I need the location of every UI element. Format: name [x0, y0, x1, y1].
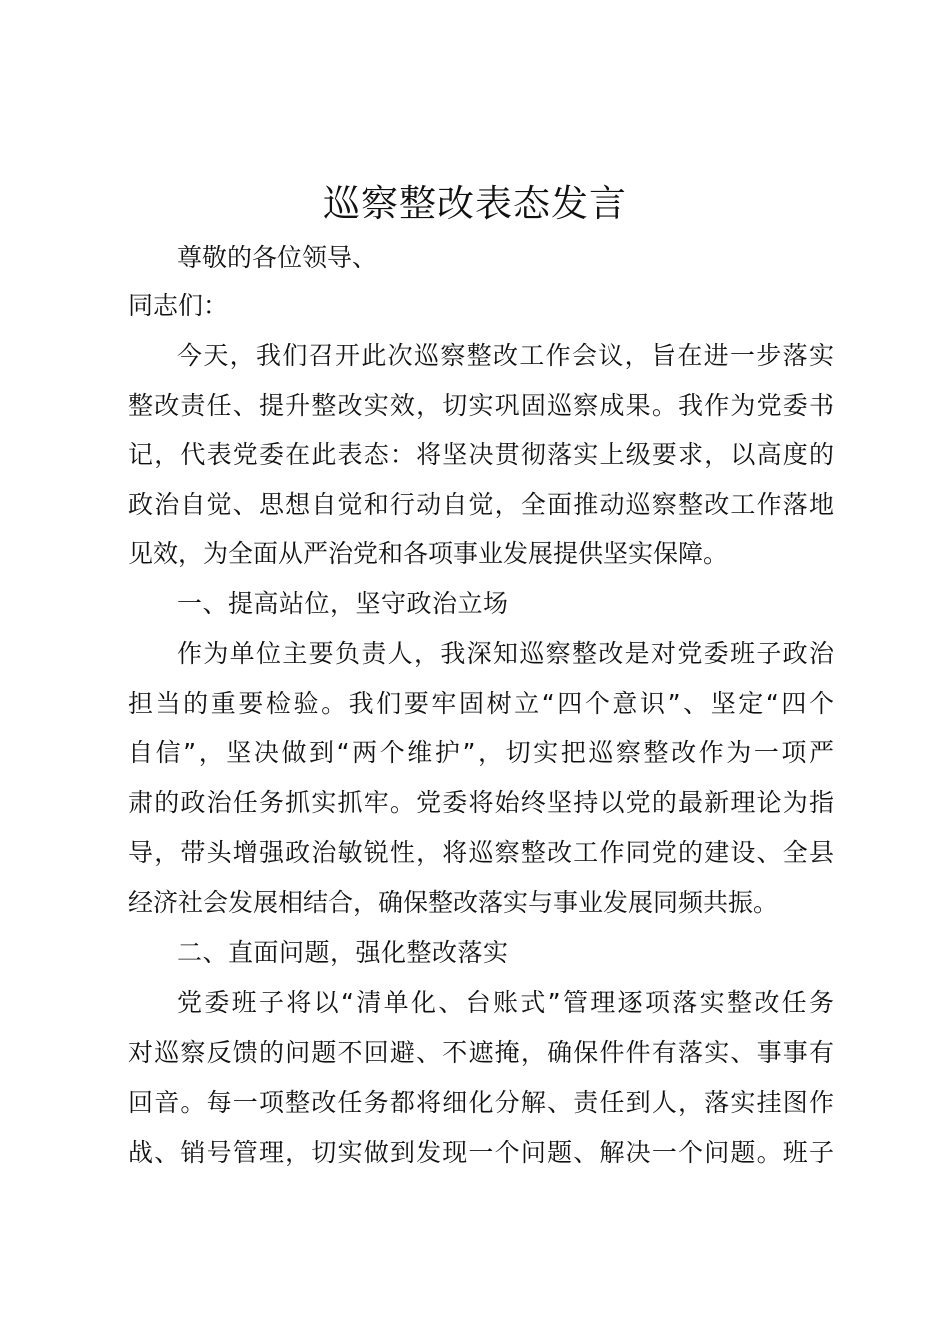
paragraph-line: 经济社会发展相结合，确保整改落实与事业发展同频共振。 [128, 888, 779, 917]
salutation-line: 尊敬的各位领导、 [177, 243, 378, 272]
paragraph-line: 对巡察反馈的问题不回避、不遮掩，确保件件有落实、事事有 [128, 1038, 834, 1067]
section-heading: 一、提高站位，坚守政治立场 [177, 589, 509, 618]
paragraph-line: 今天，我们召开此次巡察整改工作会议，旨在进一步落实 [177, 341, 834, 370]
salutation-line: 同志们： [128, 291, 229, 320]
paragraph-line: 记，代表党委在此表态：将坚决贯彻落实上级要求，以高度的 [128, 440, 834, 469]
paragraph-line: 自信”，坚决做到“两个维护”，切实把巡察整改作为一项严 [128, 738, 834, 767]
paragraph-line: 回音。每一项整改任务都将细化分解、责任到人，落实挂图作 [128, 1088, 834, 1117]
paragraph-line: 作为单位主要负责人，我深知巡察整改是对党委班子政治 [177, 639, 834, 668]
paragraph-line: 整改责任、提升整改实效，切实巩固巡察成果。我作为党委书 [128, 391, 834, 420]
paragraph-line: 战、销号管理，切实做到发现一个问题、解决一个问题。班子 [128, 1138, 834, 1167]
paragraph-line: 政治自觉、思想自觉和行动自觉，全面推动巡察整改工作落地 [128, 490, 834, 519]
paragraph-line: 见效，为全面从严治党和各项事业发展提供坚实保障。 [128, 539, 729, 568]
paragraph-line: 党委班子将以“清单化、台账式”管理逐项落实整改任务 [177, 988, 834, 1017]
paragraph-line: 导，带头增强政治敏锐性，将巡察整改工作同党的建设、全县 [128, 838, 834, 867]
paragraph-line: 肃的政治任务抓实抓牢。党委将始终坚持以党的最新理论为指 [128, 788, 834, 817]
paragraph-line: 担当的重要检验。我们要牢固树立“四个意识”、坚定“四个 [128, 689, 834, 718]
document-title: 巡察整改表态发言 [323, 182, 627, 225]
section-heading: 二、直面问题，强化整改落实 [177, 938, 509, 967]
